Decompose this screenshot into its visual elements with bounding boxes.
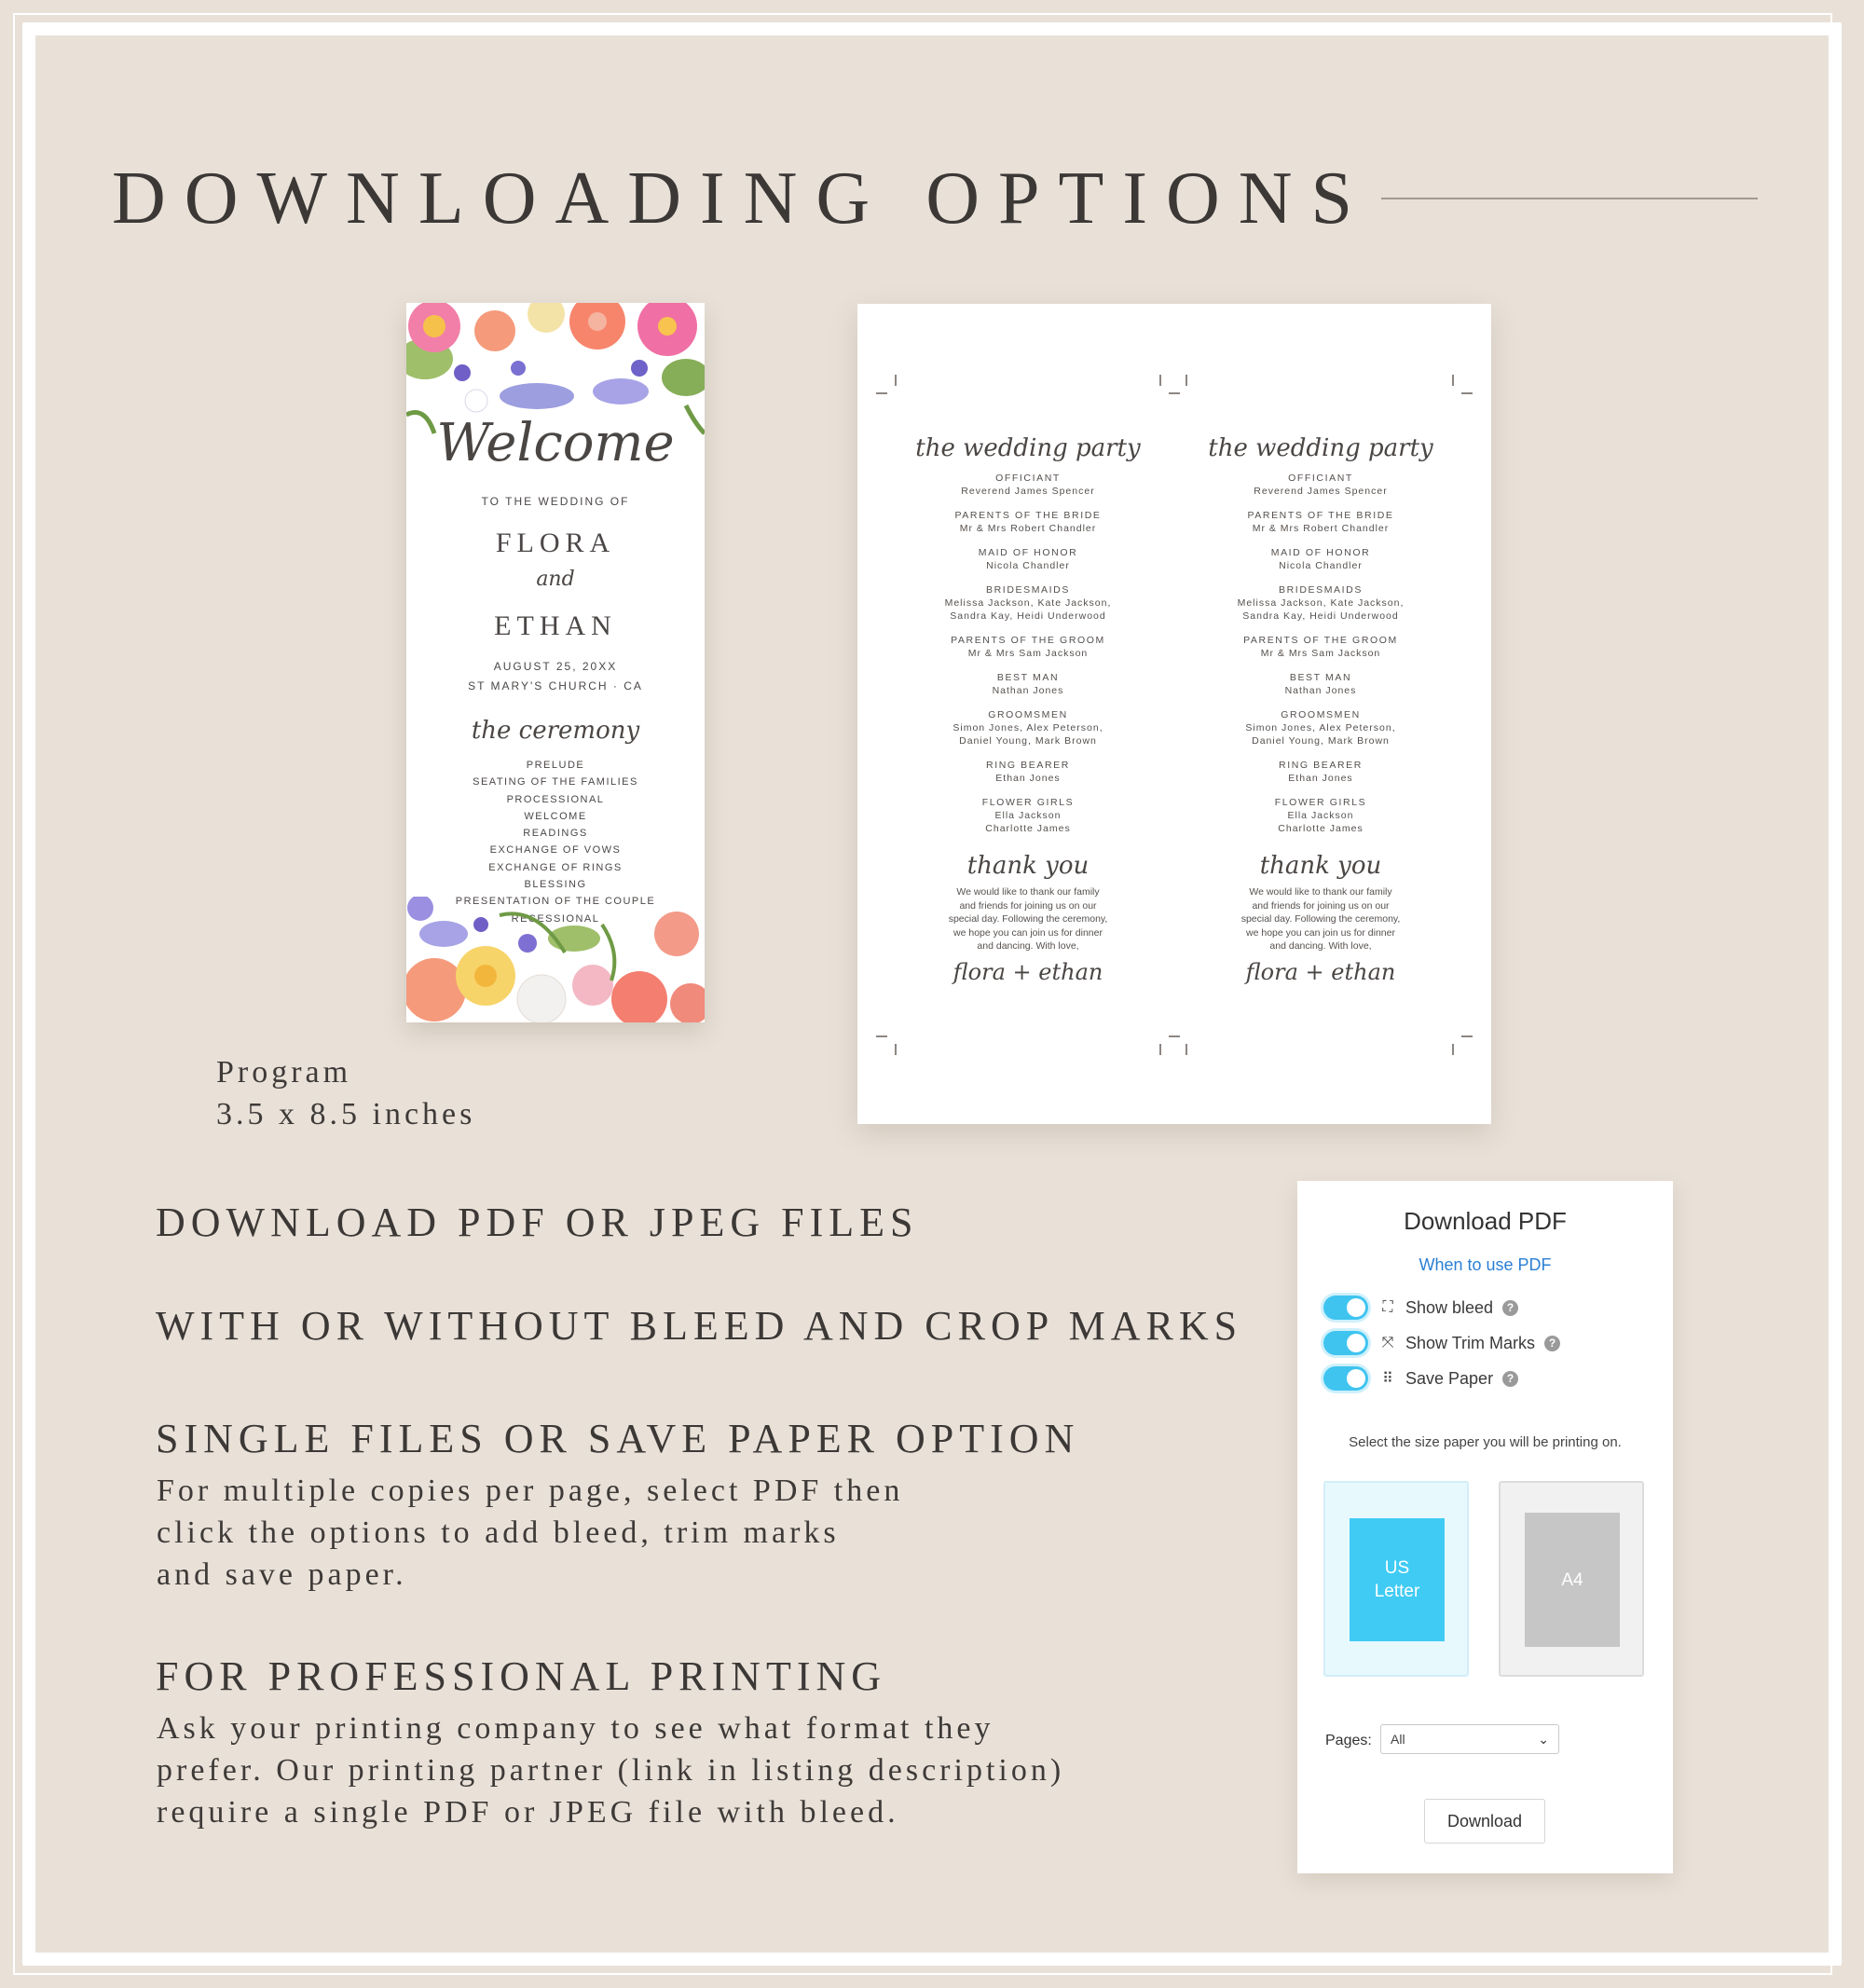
crop-mark bbox=[1186, 375, 1187, 386]
ceremony-item: RECESSIONAL bbox=[511, 912, 600, 925]
save-paper-toggle[interactable] bbox=[1323, 1366, 1368, 1391]
role-officiant: OFFICIANT Reverend James Spencer bbox=[961, 473, 1095, 497]
signature: flora + ethan bbox=[1245, 958, 1396, 985]
option-show-bleed bbox=[1323, 1294, 1518, 1322]
ceremony-item: EXCHANGE OF VOWS bbox=[489, 844, 622, 857]
ceremony-item: READINGS bbox=[523, 828, 588, 840]
paper-a4-shape: A4 bbox=[1525, 1513, 1620, 1647]
role-bridesmaids: BRIDESMAIDS Melissa Jackson, Kate Jackson, Sandra Kay, Heidi Underwood bbox=[944, 584, 1112, 622]
thankyou-text: We would like to thank our family and friends for joining us on our special day. Following the ceremony, we hope you can join us for dinner and dancing. With love, bbox=[948, 886, 1108, 952]
role-parents-bride: PARENTS OF THE BRIDE Mr & Mrs Robert Chandler bbox=[1247, 510, 1394, 534]
crop-mark bbox=[1169, 392, 1180, 394]
pages-select-value: All bbox=[1391, 1732, 1405, 1747]
crop-mark bbox=[1159, 1044, 1161, 1055]
panel-title: Download PDF bbox=[1404, 1207, 1567, 1235]
pages-label: Pages: bbox=[1325, 1733, 1372, 1748]
floral-bottom-illustration bbox=[406, 897, 705, 1022]
role-best-man: BEST MAN Nathan Jones bbox=[992, 672, 1064, 696]
help-icon[interactable]: ? bbox=[1544, 1336, 1560, 1351]
show-trim-marks-toggle[interactable] bbox=[1323, 1331, 1368, 1355]
crop-mark bbox=[895, 375, 897, 386]
role-maid-of-honor: MAID OF HONOR Nicola Chandler bbox=[1270, 547, 1371, 571]
role-flower-girls: FLOWER GIRLS Ella Jackson Charlotte James bbox=[1274, 797, 1367, 834]
party-heading: the wedding party bbox=[915, 434, 1141, 462]
save-paper-label: Save Paper bbox=[1405, 1368, 1494, 1388]
card-name-flora: FLORA bbox=[495, 528, 616, 558]
thankyou-text: We would like to thank our family and friends for joining us on our special day. Following the ceremony, we hope you can join us for dinner and dancing. With love, bbox=[1240, 886, 1401, 952]
option-show-trim-marks bbox=[1323, 1329, 1560, 1357]
program-caption-size: 3.5 x 8.5 inches bbox=[216, 1097, 476, 1131]
role-ring-bearer: RING BEARER Ethan Jones bbox=[1279, 760, 1363, 784]
role-parents-groom: PARENTS OF THE GROOM Mr & Mrs Sam Jackson bbox=[951, 635, 1105, 659]
ceremony-item: PRESENTATION OF THE COUPLE bbox=[455, 896, 656, 908]
crop-mark bbox=[1452, 1044, 1454, 1055]
role-maid-of-honor: MAID OF HONOR Nicola Chandler bbox=[978, 547, 1078, 571]
program-caption-type: Program bbox=[216, 1055, 352, 1090]
card-name-ethan: ETHAN bbox=[494, 610, 617, 641]
card-date: AUGUST 25, 20XX bbox=[493, 660, 618, 673]
expand-corners-icon: ⛶ bbox=[1382, 1299, 1393, 1315]
feature-heading-bleed: WITH OR WITHOUT BLEED AND CROP MARKS bbox=[156, 1303, 1243, 1349]
role-best-man: BEST MAN Nathan Jones bbox=[1284, 672, 1357, 696]
download-pdf-panel bbox=[1297, 1181, 1673, 1873]
ceremony-item: SEATING OF THE FAMILIES bbox=[473, 776, 638, 788]
paper-us-letter-shape: US Letter bbox=[1350, 1518, 1445, 1641]
feature-heading-save-paper: SINGLE FILES OR SAVE PAPER OPTION bbox=[156, 1416, 1080, 1461]
ceremony-item: WELCOME bbox=[524, 810, 587, 822]
show-bleed-label: Show bleed bbox=[1405, 1297, 1494, 1317]
role-ring-bearer: RING BEARER Ethan Jones bbox=[986, 760, 1070, 784]
option-save-paper bbox=[1323, 1364, 1518, 1392]
role-bridesmaids: BRIDESMAIDS Melissa Jackson, Kate Jackson, Sandra Kay, Heidi Underwood bbox=[1237, 584, 1405, 622]
crop-mark bbox=[895, 1044, 897, 1055]
grid-dots-icon: ⠿ bbox=[1382, 1371, 1393, 1387]
card-venue: ST MARY'S CHURCH · CA bbox=[468, 679, 643, 692]
help-icon[interactable]: ? bbox=[1502, 1300, 1518, 1316]
role-flower-girls: FLOWER GIRLS Ella Jackson Charlotte James bbox=[981, 797, 1075, 834]
card-ceremony-heading: the ceremony bbox=[471, 717, 640, 745]
download-button[interactable]: Download bbox=[1424, 1799, 1545, 1844]
crop-mark bbox=[1169, 1035, 1180, 1037]
paper-option-us-letter[interactable] bbox=[1323, 1481, 1469, 1677]
paper-size-caption: Select the size paper you will be printing on. bbox=[1349, 1434, 1622, 1450]
paper-option-a4[interactable] bbox=[1499, 1481, 1644, 1677]
signature: flora + ethan bbox=[953, 958, 1103, 985]
show-trim-marks-label: Show Trim Marks bbox=[1405, 1333, 1536, 1352]
role-parents-groom: PARENTS OF THE GROOM Mr & Mrs Sam Jackson bbox=[1243, 635, 1398, 659]
print-sheet-preview bbox=[857, 304, 1491, 1124]
page-title: DOWNLOADING OPTIONS bbox=[112, 158, 1372, 240]
program-caption bbox=[216, 1051, 475, 1135]
ceremony-item: EXCHANGE OF RINGS bbox=[488, 861, 623, 873]
party-heading: the wedding party bbox=[1208, 434, 1433, 462]
ceremony-item: PROCESSIONAL bbox=[506, 793, 605, 805]
pages-select[interactable] bbox=[1380, 1724, 1559, 1754]
crop-mark bbox=[876, 1035, 887, 1037]
thankyou-heading: thank you bbox=[1259, 852, 1382, 880]
program-card-preview bbox=[406, 303, 705, 1022]
title-divider bbox=[1381, 198, 1758, 199]
feature-body-professional: Ask your printing company to see what format they prefer. Our printing partner (link in listing description) require a single PDF or JPEG file with bleed. bbox=[157, 1711, 1065, 1830]
crop-mark bbox=[876, 392, 887, 394]
ceremony-item: PRELUDE bbox=[526, 760, 585, 771]
trim-marks-icon: ⤧ bbox=[1381, 1335, 1394, 1350]
thankyou-heading: thank you bbox=[966, 852, 1090, 880]
role-parents-bride: PARENTS OF THE BRIDE Mr & Mrs Robert Chandler bbox=[954, 510, 1102, 534]
feature-heading-professional: FOR PROFESSIONAL PRINTING bbox=[156, 1653, 887, 1699]
chevron-down-icon: ⌄ bbox=[1538, 1731, 1549, 1747]
when-to-use-pdf-link[interactable]: When to use PDF bbox=[1419, 1255, 1552, 1274]
role-groomsmen: GROOMSMEN Simon Jones, Alex Peterson, Daniel Young, Mark Brown bbox=[1245, 709, 1396, 747]
crop-mark bbox=[1186, 1044, 1187, 1055]
help-icon[interactable]: ? bbox=[1502, 1371, 1518, 1387]
wedding-party-column-right bbox=[1199, 425, 1442, 985]
feature-heading-formats: DOWNLOAD PDF OR JPEG FILES bbox=[156, 1200, 919, 1245]
crop-mark bbox=[1452, 375, 1454, 386]
show-bleed-toggle[interactable] bbox=[1323, 1296, 1368, 1320]
wedding-party-column-left bbox=[907, 425, 1149, 985]
feature-body-save-paper: For multiple copies per page, select PDF then click the options to add bleed, trim marks and save paper. bbox=[157, 1474, 904, 1592]
role-groomsmen: GROOMSMEN Simon Jones, Alex Peterson, Daniel Young, Mark Brown bbox=[953, 709, 1103, 747]
crop-mark bbox=[1461, 1035, 1473, 1037]
role-officiant: OFFICIANT Reverend James Spencer bbox=[1254, 473, 1388, 497]
card-welcome-script: Welcome bbox=[436, 413, 675, 473]
card-and-script: and bbox=[536, 568, 575, 591]
card-to-wedding: TO THE WEDDING OF bbox=[481, 495, 630, 508]
crop-mark bbox=[1461, 392, 1473, 394]
crop-mark bbox=[1159, 375, 1161, 386]
ceremony-item: BLESSING bbox=[524, 879, 587, 891]
